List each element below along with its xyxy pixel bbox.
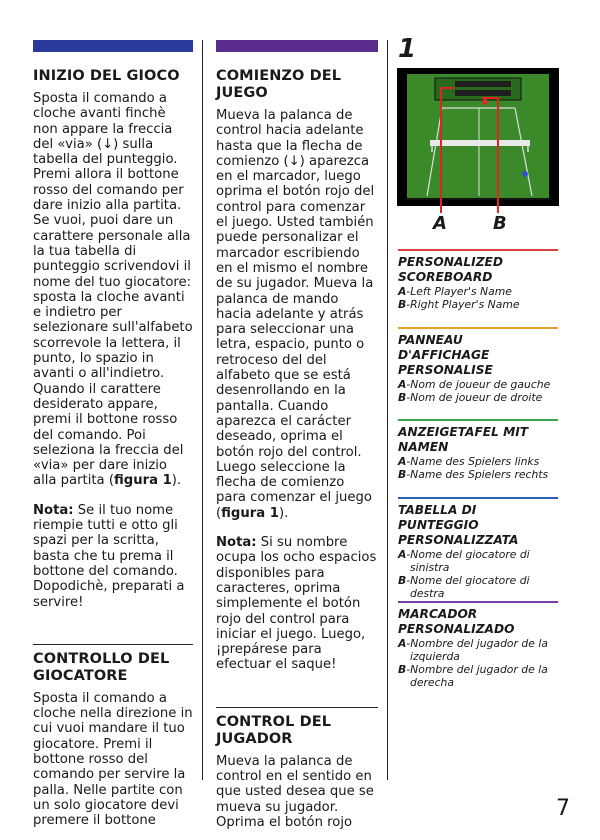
column-spanish bbox=[216, 40, 378, 830]
legend-item-b: B-Nom de joueur de droite bbox=[398, 391, 543, 404]
column-italian bbox=[33, 40, 193, 828]
pointer-b-horizontal bbox=[482, 97, 498, 99]
label-b: B bbox=[493, 213, 507, 234]
legend-item-a: A-Nom de joueur de gauche bbox=[398, 378, 551, 391]
label-a: A bbox=[433, 213, 447, 234]
legend-heading: MARCADOR PERSONALIZADO bbox=[398, 607, 515, 636]
legend-italian bbox=[398, 497, 558, 600]
body-inizio: Sposta il comando a cloche avanti finchè non appare la freccia del «via» (↓) sulla tabella del punteggio. Premi allora il bottone rosso del comando per dare inizio alla partita. Se vuoi, puoi dare un carattere personale alla la tua tabella di punteggio scrivendovi il nome del tuo giocatore: sposta la cloche avanti e indietro per selezionare sull'alfabeto scorrevole la lettera, il punto, lo spazio in avanti o all'indietro. Quando il carattere desiderato appare, premi il bottone rosso del comando. Poi seleziona la freccia del «via» per dare inizio alla partita (figura 1). bbox=[33, 91, 193, 489]
legend-item-b: B-Nome del giocatore di destra bbox=[398, 574, 530, 600]
game-screenshot bbox=[397, 68, 559, 206]
legend-item-b: B-Right Player's Name bbox=[398, 298, 520, 311]
heading-comienzo: COMIENZO DEL JUEGO bbox=[216, 68, 342, 101]
legend-item-a: A-Name des Spielers links bbox=[398, 455, 540, 468]
legend-heading: PERSONALIZED SCOREBOARD bbox=[398, 255, 503, 284]
note-inizio: Nota: Se il tuo nome riempie tutti e otto gli spazi per la scritta, basta che tu prema il bottone del comando. Dopodichè, preparati a servire! bbox=[33, 502, 185, 610]
legend-rule bbox=[398, 497, 558, 499]
legend-item-b: B-Name des Spielers rechts bbox=[398, 468, 549, 481]
player-top bbox=[482, 99, 488, 105]
legend-rule bbox=[398, 249, 558, 251]
section-color-bar bbox=[216, 40, 378, 52]
pointer-b-vertical bbox=[497, 97, 499, 213]
player-bottom bbox=[522, 171, 528, 177]
legend-item-b: B-Nombre del jugador de la derecha bbox=[398, 663, 548, 689]
legend-heading: TABELLA DI PUNTEGGIO PERSONALIZZATA bbox=[398, 503, 519, 547]
figure-reference: figura 1 bbox=[221, 505, 279, 521]
section-rule bbox=[216, 707, 378, 708]
body-controllo: Sposta il comando a cloche nella direzione in cui vuoi mandare il tuo giocatore. Premi il bottone rosso del comando per servire la palla. Nelle partite con un solo giocatore devi premere il bottone bbox=[33, 690, 193, 829]
section-rule bbox=[33, 644, 193, 645]
legend-rule bbox=[398, 327, 558, 329]
legend-rule bbox=[398, 601, 558, 603]
heading-control-jugador: CONTROL DEL JUGADOR bbox=[216, 713, 332, 747]
section-color-bar bbox=[33, 40, 193, 52]
tennis-net bbox=[430, 140, 530, 146]
legend-heading: ANZEIGETAFEL MIT NAMEN bbox=[398, 425, 529, 454]
legend-rule bbox=[398, 419, 558, 421]
heading-inizio: INIZIO DEL GIOCO bbox=[33, 68, 180, 84]
legend-heading: PANNEAU D'AFFICHAGE PERSONALISE bbox=[398, 333, 493, 377]
scoreboard-row-top bbox=[455, 81, 511, 87]
figure-reference: figura 1 bbox=[113, 473, 172, 489]
legend-item-a: A-Nome del giocatore di sinistra bbox=[398, 548, 530, 574]
legend-item-a: A-Left Player's Name bbox=[398, 285, 512, 298]
legend-item-a: A-Nombre del jugador de la izquierda bbox=[398, 637, 548, 663]
heading-controllo: CONTROLLO DEL GIOCATORE bbox=[33, 650, 170, 684]
body-comienzo: Mueva la palanca de control hacia adelante hasta que la flecha de comienzo (↓) aparezca en el marcador, luego oprima el botón rojo del control para comenzar el juego. Usted también puede personalizar el marcador escribiendo en el mismo el nombre de su jugador. Mueva la palanca de mando hacia adelante y atrás para seleccionar una letra, espacio, punto o retroceso del del alfabeto que se está desenrollando en la pantalla. Cuando aparezca el carácter deseado, oprima el botón rojo del control. Luego seleccione la flecha de comienzo para comenzar el juego (figura 1). bbox=[216, 108, 375, 521]
figure-number: 1 bbox=[398, 34, 417, 64]
legend-german bbox=[398, 419, 558, 481]
legend-french bbox=[398, 327, 558, 404]
legend-spanish bbox=[398, 601, 558, 689]
pointer-a-vertical bbox=[440, 87, 442, 213]
legend-english bbox=[398, 249, 558, 311]
page-number: 7 bbox=[556, 796, 570, 821]
note-comienzo: Nota: Si su nombre ocupa los ocho espacios disponibles para caracteres, oprima simplemente el botón rojo del control para iniciar el juego. Luego, ¡prepárese para efectuar el saque! bbox=[216, 535, 377, 673]
tennis-court-illustration bbox=[397, 68, 559, 206]
column-divider-right bbox=[387, 40, 388, 780]
pointer-a-horizontal bbox=[440, 87, 454, 89]
scoreboard-row-bottom bbox=[455, 90, 511, 96]
body-control-jugador: Mueva la palanca de control en el sentido en que usted desea que se mueva su jugador. Oprima el botón rojo bbox=[216, 753, 374, 830]
column-divider-left bbox=[202, 40, 203, 780]
